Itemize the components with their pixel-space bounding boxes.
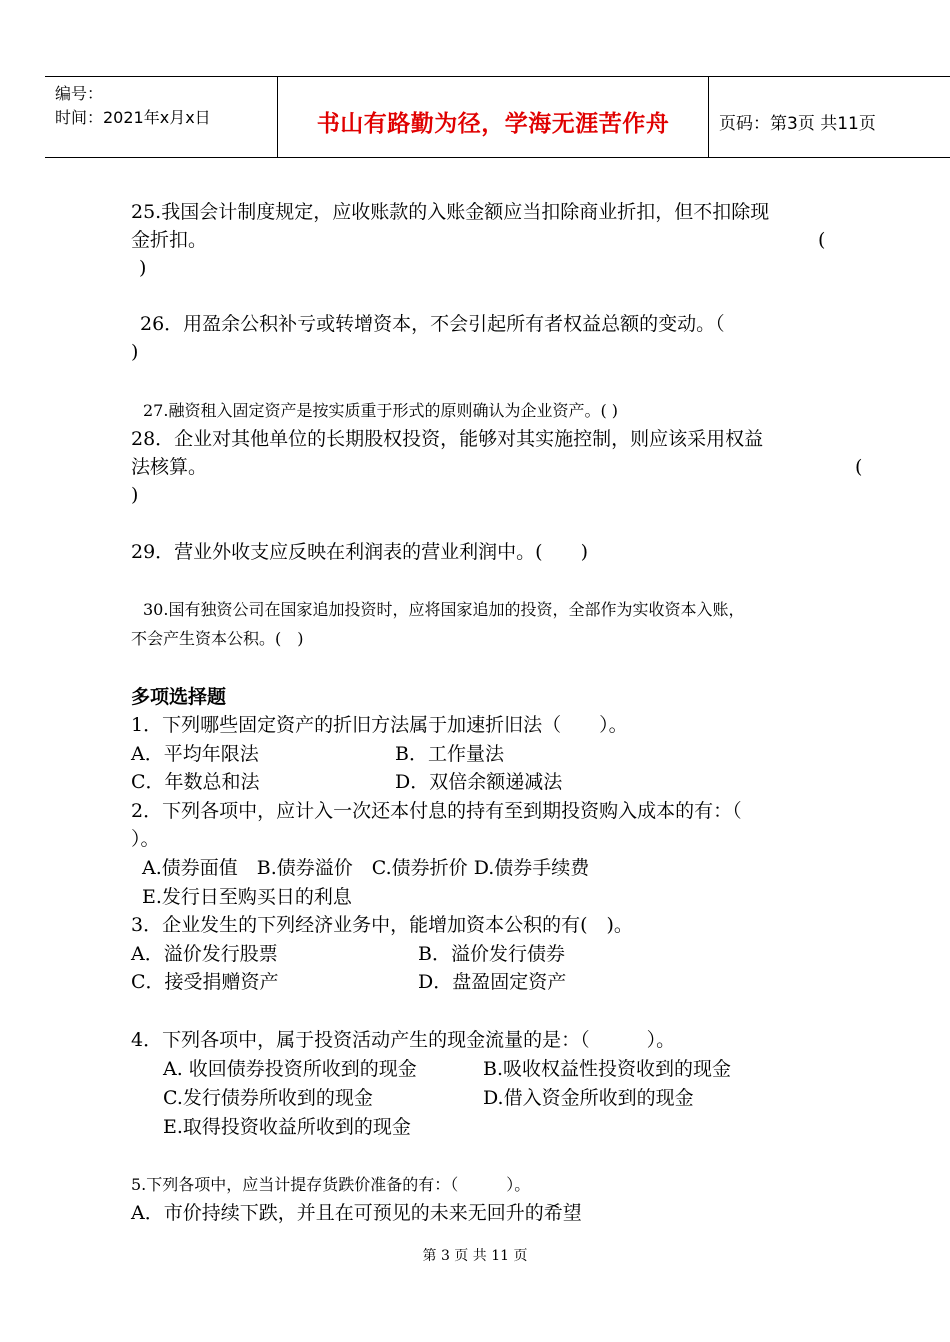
- mc-q1-option-c: C．年数总和法: [131, 771, 260, 793]
- question-26-line1: 26．用盈余公积补亏或转增资本，不会引起所有者权益总额的变动。（: [140, 313, 725, 335]
- mc-q4-option-c: C.发行债券所收到的现金: [163, 1087, 373, 1109]
- page-info: 页码：第3页 共11页: [719, 114, 876, 134]
- mc-q1-option-b: B．工作量法: [395, 743, 504, 765]
- question-25-line1: 25.我国会计制度规定，应收账款的入账金额应当扣除商业折扣，但不扣除现: [131, 201, 770, 223]
- mc-q2-stem-end: ）。: [131, 828, 160, 850]
- question-28-line2: 法核算。: [131, 456, 208, 478]
- mc-q1-option-a: A．平均年限法: [131, 743, 259, 765]
- mc-q1-option-d: D．双倍余额递减法: [395, 771, 563, 793]
- question-26-paren-close: ): [131, 341, 139, 363]
- section-heading-multiple-choice: 多项选择题: [131, 686, 227, 708]
- mc-q4-option-b: B.吸收权益性投资收到的现金: [483, 1058, 732, 1080]
- motto: 书山有路勤为径，学海无涯苦作舟: [316, 111, 670, 137]
- mc-q2-options: A.债券面值 B.债券溢价 C.债券折价 D.债券手续费: [142, 857, 590, 879]
- mc-q3-option-b: B．溢价发行债券: [418, 943, 565, 965]
- mc-q3-option-d: D．盘盈固定资产: [418, 971, 567, 993]
- question-25-paren-open: (: [818, 229, 826, 251]
- page-header: [45, 76, 950, 158]
- number-label: 编号：: [55, 84, 104, 103]
- header-page-cell: [709, 77, 950, 157]
- mc-q2-stem: 2．下列各项中，应计入一次还本付息的持有至到期投资购入成本的有：（: [131, 800, 742, 822]
- question-29: 29．营业外收支应反映在利润表的营业利润中。( ): [131, 541, 589, 563]
- time-label: 时间：2021年x月x日: [55, 108, 211, 127]
- page-footer: 第 3 页 共 11 页: [422, 1248, 528, 1264]
- question-28-paren-open: (: [855, 456, 863, 478]
- question-25-paren-close: ): [139, 257, 147, 279]
- mc-q4-option-d: D.借入资金所收到的现金: [483, 1087, 694, 1109]
- header-motto-cell: [278, 77, 709, 157]
- question-27: 27.融资租入固定资产是按实质重于形式的原则确认为企业资产。( ): [143, 401, 619, 420]
- mc-q3-option-c: C．接受捐赠资产: [131, 971, 279, 993]
- mc-q1-stem: 1．下列哪些固定资产的折旧方法属于加速折旧法（ ）。: [131, 714, 628, 736]
- mc-q2-option-e: E.发行日至购买日的利息: [142, 886, 352, 908]
- question-28-paren-close: ): [131, 484, 139, 506]
- question-30-line1: 30.国有独资公司在国家追加投资时，应将国家追加的投资，全部作为实收资本入账，: [143, 600, 745, 619]
- header-info-cell: [45, 77, 278, 157]
- mc-q5-stem: 5.下列各项中，应当计提存货跌价准备的有：（ ）。: [131, 1175, 531, 1194]
- question-28-line1: 28．企业对其他单位的长期股权投资，能够对其实施控制，则应该采用权益: [131, 428, 764, 450]
- mc-q4-option-a: A. 收回债券投资所收到的现金: [163, 1058, 417, 1080]
- mc-q4-option-e: E.取得投资收益所收到的现金: [163, 1116, 411, 1138]
- question-30-line2: 不会产生资本公积。( ): [131, 629, 304, 648]
- mc-q4-stem: 4．下列各项中，属于投资活动产生的现金流量的是：（ ）。: [131, 1029, 676, 1051]
- mc-q3-option-a: A．溢价发行股票: [131, 943, 278, 965]
- question-25-line2: 金折扣。: [131, 229, 208, 251]
- mc-q3-stem: 3．企业发生的下列经济业务中，能增加资本公积的有( )。: [131, 914, 633, 936]
- mc-q5-option-a: A．市价持续下跌，并且在可预见的未来无回升的希望: [131, 1202, 582, 1224]
